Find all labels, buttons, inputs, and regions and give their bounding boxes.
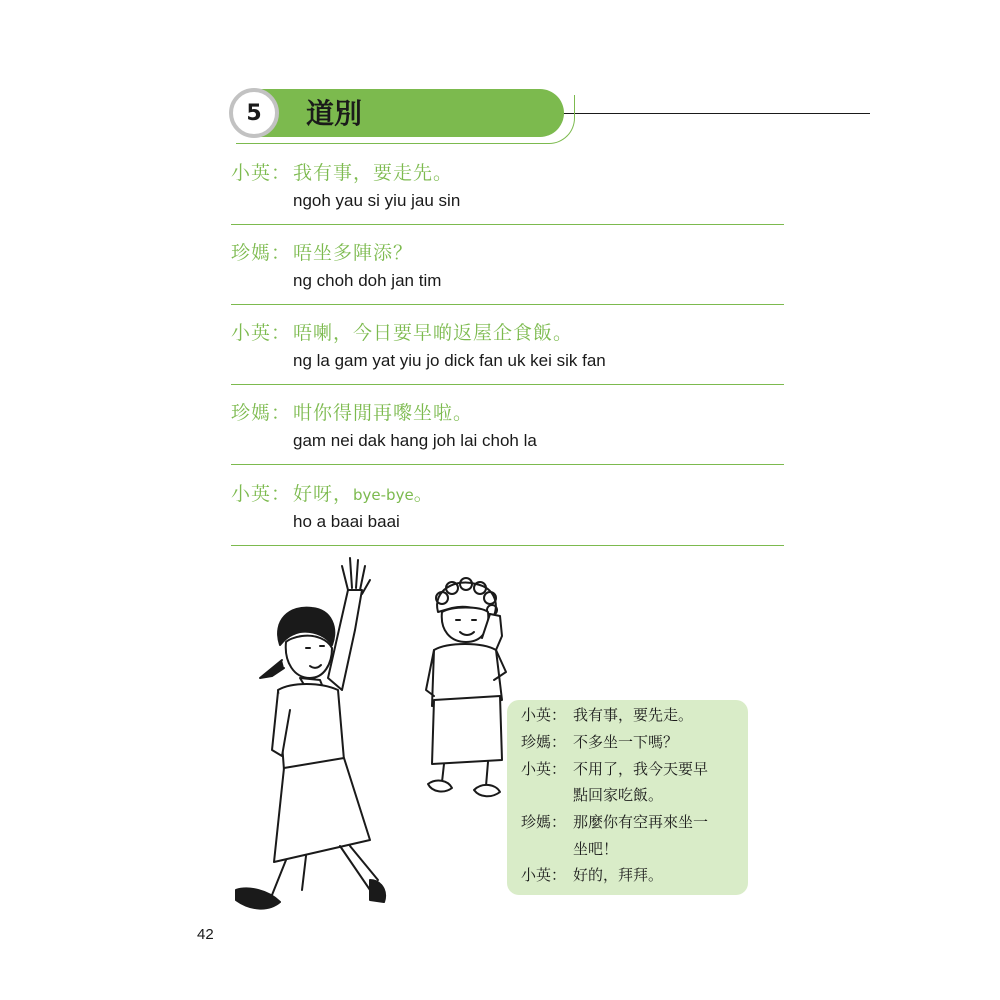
- speaker-name: 珍媽: [231, 242, 272, 264]
- translation-speaker: 珍媽：: [521, 733, 567, 751]
- romanization-text: ng la gam yat yiu jo dick fan uk kei sik fan: [293, 351, 606, 370]
- line-divider: [231, 464, 784, 465]
- header-rule: [562, 113, 870, 114]
- translation-text: 坐吧！: [573, 840, 619, 858]
- lesson-title: 道別: [306, 97, 363, 130]
- romanization-text: ho a baai baai: [293, 512, 400, 531]
- romanization-text: ng choh doh jan tim: [293, 271, 442, 290]
- young-woman-figure: [236, 558, 385, 909]
- line-divider: [231, 304, 784, 305]
- cantonese-text: [293, 481, 434, 508]
- cantonese-text: [293, 240, 413, 266]
- goodbye-illustration: [220, 550, 520, 930]
- line-divider: [231, 545, 784, 546]
- speaker-name: 小英: [231, 162, 272, 184]
- speaker-colon: ：: [271, 483, 291, 505]
- translation-text: 不多坐一下嗎？: [573, 733, 679, 751]
- older-woman-figure: [426, 578, 506, 796]
- cantonese-main: 唔坐多陣添？: [293, 242, 414, 264]
- translation-text: 我有事，要先走。: [573, 706, 694, 724]
- speaker-name: 珍媽: [231, 402, 272, 424]
- speaker-name: 小英: [231, 483, 272, 505]
- romanization-text: ngoh yau si yiu jau sin: [293, 191, 461, 210]
- translation-text: 不用了，我今天要早: [573, 760, 709, 778]
- line-divider: [231, 384, 784, 385]
- cantonese-text: [293, 400, 473, 426]
- header-banner: [250, 89, 564, 137]
- translation-speaker: 珍媽：: [521, 813, 567, 831]
- cantonese-latin: bye-bye: [353, 486, 414, 504]
- translation-speaker: 小英：: [521, 706, 567, 724]
- cantonese-main: 好呀，: [293, 483, 354, 505]
- translation-text: 點回家吃飯。: [573, 786, 664, 804]
- translation-box: [507, 700, 748, 895]
- speaker-name: 小英: [231, 322, 272, 344]
- translation-text: 好的，拜拜。: [573, 866, 664, 884]
- speaker-colon: ：: [271, 162, 291, 184]
- cantonese-main: 我有事，要走先。: [293, 162, 454, 184]
- cantonese-text: [293, 320, 573, 346]
- speaker-colon: ：: [271, 322, 291, 344]
- romanization-text: gam nei dak hang joh lai choh la: [293, 431, 537, 450]
- cantonese-tail: 。: [413, 483, 434, 505]
- page-number: 42: [197, 926, 214, 943]
- speaker-colon: ：: [271, 402, 291, 424]
- translation-text: 那麼你有空再來坐一: [573, 813, 709, 831]
- translation-speaker: 小英：: [521, 866, 567, 884]
- cantonese-text: [293, 160, 453, 186]
- cantonese-main: 唔喇，今日要早啲返屋企食飯。: [293, 322, 574, 344]
- line-divider: [231, 224, 784, 225]
- cantonese-main: 咁你得閒再嚟坐啦。: [293, 402, 474, 424]
- speaker-colon: ：: [271, 242, 291, 264]
- lesson-number-badge: 5: [229, 88, 279, 138]
- translation-speaker: 小英：: [521, 760, 567, 778]
